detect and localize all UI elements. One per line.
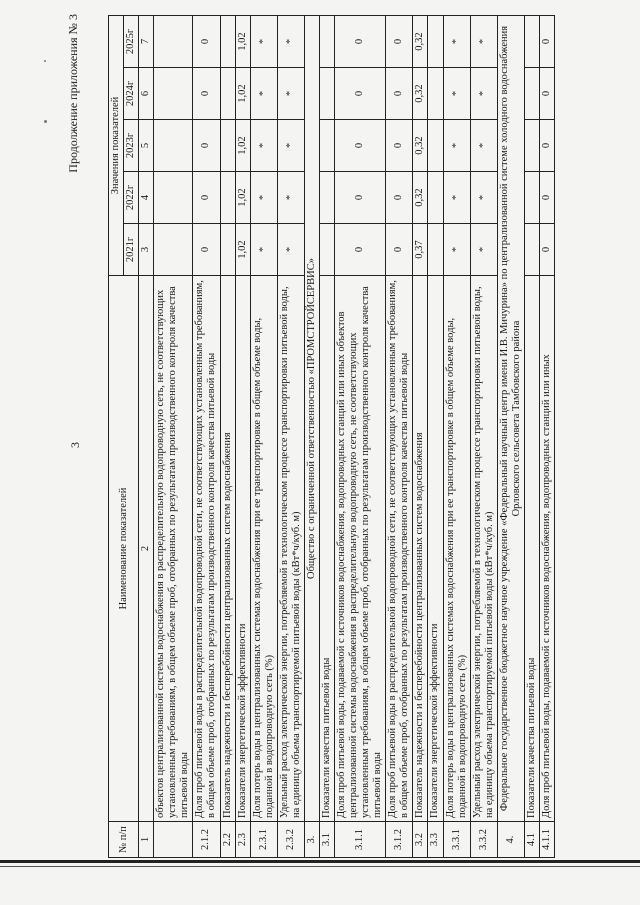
value-cell	[220, 120, 235, 172]
value-cell	[319, 172, 334, 224]
value-cell: *	[443, 172, 470, 224]
value-cell	[428, 224, 443, 276]
value-cell: *	[470, 172, 497, 224]
indicator-name: Доля проб питьевой воды, подаваемой с источников водоснабжения, водопроводных станций или иных объектов централизованной системы водоснабжения в распределительную водопроводную сеть, не соответствующих установленным требованиям, в общем объеме проб, отобранных по результатам производственного контроля качества питьевой воды	[335, 276, 386, 822]
table-row	[319, 16, 334, 858]
indicator-name: объектов централизованной системы водоснабжения в распределительную водопроводную сеть, не соответствующих установленным требованиям, в общем объеме проб, отобранных по результатам производственного контроля качества питьевой воды	[154, 276, 193, 822]
row-number: 2.3.2	[277, 822, 304, 858]
value-cell: 0	[335, 224, 386, 276]
value-cell	[524, 16, 539, 68]
value-cell	[319, 68, 334, 120]
value-cell: 0	[539, 224, 554, 276]
table-row	[539, 16, 554, 858]
value-cell: 0,32	[413, 120, 428, 172]
indicator-name: Доля потерь воды в централизованных системах водоснабжения при ее транспортировке в общем объеме воды, поданной в водопроводную сеть (%)	[250, 276, 277, 822]
value-cell	[220, 16, 235, 68]
table-row	[277, 16, 304, 858]
row-number: 2.1.2	[193, 822, 220, 858]
table-row	[220, 16, 235, 858]
value-cell: *	[470, 68, 497, 120]
value-cell: 1,02	[235, 16, 250, 68]
section-title: Федеральное государственное бюджетное научное учреждение «Федеральный научный центр имени И.В. Мичурина» по централизованной системе холодного водоснабжения Орловского сельсовета Тамбовского района	[497, 16, 524, 822]
row-number: 3.	[304, 822, 319, 858]
value-cell	[428, 68, 443, 120]
continuation-note: Продолжение приложения № 3	[66, 14, 80, 173]
table-row	[428, 16, 443, 858]
value-cell	[524, 172, 539, 224]
value-cell: *	[250, 224, 277, 276]
value-cell	[154, 120, 193, 172]
index-cell: 1	[139, 822, 154, 858]
value-cell: *	[250, 120, 277, 172]
row-number: 3.2	[413, 822, 428, 858]
value-cell: 0	[193, 16, 220, 68]
table-row	[524, 16, 539, 858]
value-cell: 0	[335, 120, 386, 172]
value-cell: 0	[386, 16, 413, 68]
indicator-name: Доля проб питьевой воды, подаваемой с источников водоснабжения, водопроводных станций или иных	[539, 276, 554, 822]
indicator-name: Показатели энергетической эффективности	[235, 276, 250, 822]
row-number: 3.3	[428, 822, 443, 858]
value-cell	[154, 68, 193, 120]
value-cell	[428, 16, 443, 68]
value-cell: 0	[386, 120, 413, 172]
value-cell: 1,02	[235, 172, 250, 224]
value-cell: 0,32	[413, 172, 428, 224]
table-row	[250, 16, 277, 858]
indicator-name: Показатели качества питьевой воды	[524, 276, 539, 822]
value-cell: *	[250, 16, 277, 68]
indicator-name: Показатель надежности и бесперебойности централизованных систем водоснабжения	[220, 276, 235, 822]
value-cell	[428, 172, 443, 224]
index-cell: 7	[139, 16, 154, 68]
year-2021: 2021г	[124, 224, 139, 276]
header-name: Наименование показателей	[109, 276, 139, 822]
index-cell: 2	[139, 276, 154, 822]
value-cell	[428, 120, 443, 172]
value-cell	[524, 68, 539, 120]
index-cell: 5	[139, 120, 154, 172]
row-number: 2.2	[220, 822, 235, 858]
row-number: 2.3	[235, 822, 250, 858]
value-cell	[319, 224, 334, 276]
value-cell	[524, 224, 539, 276]
header-values: Значения показателей	[109, 16, 124, 276]
value-cell	[319, 120, 334, 172]
table-body	[154, 16, 555, 858]
row-number: 3.1	[319, 822, 334, 858]
table-row	[193, 16, 220, 858]
row-number: 3.1.1	[335, 822, 386, 858]
indicator-name: Удельный расход электрической энергии, потребляемой в технологическом процессе транспортировки питьевой воды, на единицу объема транспортируемой питьевой воды (кВт*ч/куб. м)	[277, 276, 304, 822]
value-cell: 0	[539, 16, 554, 68]
value-cell: *	[277, 68, 304, 120]
indicator-name: Доля потерь воды в централизованных системах водоснабжения при ее транспортировке в общем объеме воды, поданной в водопроводную сеть (%)	[443, 276, 470, 822]
value-cell: *	[277, 120, 304, 172]
table-row	[443, 16, 470, 858]
value-cell: 0,32	[413, 16, 428, 68]
year-2025: 2025г	[124, 16, 139, 68]
row-number: 3.3.2	[470, 822, 497, 858]
value-cell: 0	[539, 68, 554, 120]
header-row	[109, 16, 124, 858]
index-cell: 6	[139, 68, 154, 120]
scan-speck	[44, 120, 47, 123]
row-number	[154, 822, 193, 858]
value-cell: *	[250, 172, 277, 224]
index-row	[139, 16, 154, 858]
table-row	[335, 16, 386, 858]
value-cell	[154, 224, 193, 276]
value-cell	[154, 16, 193, 68]
value-cell	[220, 68, 235, 120]
indicator-name: Доля проб питьевой воды в распределительной водопроводной сети, не соответствующих установленным требованиям, в общем объеме проб, отобранных по результатам производственного контроля качества питьевой воды	[386, 276, 413, 822]
indicator-name: Показатель надежности и бесперебойности централизованных систем водоснабжения	[413, 276, 428, 822]
value-cell: *	[470, 120, 497, 172]
value-cell: 0	[386, 172, 413, 224]
value-cell: *	[470, 224, 497, 276]
value-cell: 1,02	[235, 68, 250, 120]
row-number: 4.1.1	[539, 822, 554, 858]
value-cell: 0	[335, 172, 386, 224]
value-cell: 0	[386, 68, 413, 120]
value-cell: 0	[539, 172, 554, 224]
value-cell: *	[443, 224, 470, 276]
indicator-name: Доля проб питьевой воды в распределительной водопроводной сети, не соответствующих установленным требованиям, в общем объеме проб, отобранных по результатам производственного контроля качества питьевой воды	[193, 276, 220, 822]
value-cell: *	[443, 16, 470, 68]
index-cell: 4	[139, 172, 154, 224]
indicator-name: Показатели качества питьевой воды	[319, 276, 334, 822]
value-cell: 0	[335, 16, 386, 68]
rotated-page	[58, 8, 633, 868]
value-cell	[220, 172, 235, 224]
value-cell	[220, 224, 235, 276]
table-row	[386, 16, 413, 858]
value-cell	[319, 16, 334, 68]
value-cell	[524, 120, 539, 172]
value-cell: 0	[193, 172, 220, 224]
page-number: 3	[68, 442, 82, 448]
indicator-name: Показатели энергетической эффективности	[428, 276, 443, 822]
value-cell: 0	[193, 224, 220, 276]
value-cell: 0	[539, 120, 554, 172]
table-row	[154, 16, 193, 858]
table-row	[470, 16, 497, 858]
value-cell: *	[250, 68, 277, 120]
value-cell: *	[277, 172, 304, 224]
row-number: 3.1.2	[386, 822, 413, 858]
value-cell: 0,32	[413, 68, 428, 120]
indicators-table	[108, 15, 555, 858]
value-cell: 0,37	[413, 224, 428, 276]
indicator-name: Удельный расход электрической энергии, потребляемой в технологическом процессе транспортировки питьевой воды, на единицу объема транспортируемой питьевой воды (кВт*ч/куб. м)	[470, 276, 497, 822]
section-row	[304, 16, 319, 858]
index-cell: 3	[139, 224, 154, 276]
year-2024: 2024г	[124, 68, 139, 120]
value-cell: 0	[193, 68, 220, 120]
table-row	[413, 16, 428, 858]
value-cell: 0	[335, 68, 386, 120]
section-title: Общество с ограниченной ответственностью «ПРОМСТРОЙСЕРВИС»	[304, 16, 319, 822]
value-cell: *	[277, 224, 304, 276]
section-row	[497, 16, 524, 858]
value-cell: *	[443, 120, 470, 172]
value-cell	[154, 172, 193, 224]
value-cell: *	[277, 16, 304, 68]
landscape-page	[58, 8, 633, 868]
header-num: № п/п	[109, 822, 139, 858]
table-row	[235, 16, 250, 858]
year-2022: 2022г	[124, 172, 139, 224]
row-number: 2.3.1	[250, 822, 277, 858]
value-cell: 1,02	[235, 224, 250, 276]
value-cell: *	[443, 68, 470, 120]
row-number: 4.1	[524, 822, 539, 858]
scan-speck	[44, 60, 46, 62]
year-2023: 2023г	[124, 120, 139, 172]
value-cell: 0	[193, 120, 220, 172]
row-number: 3.3.1	[443, 822, 470, 858]
value-cell: 1,02	[235, 120, 250, 172]
row-number: 4.	[497, 822, 524, 858]
value-cell: *	[470, 16, 497, 68]
value-cell: 0	[386, 224, 413, 276]
